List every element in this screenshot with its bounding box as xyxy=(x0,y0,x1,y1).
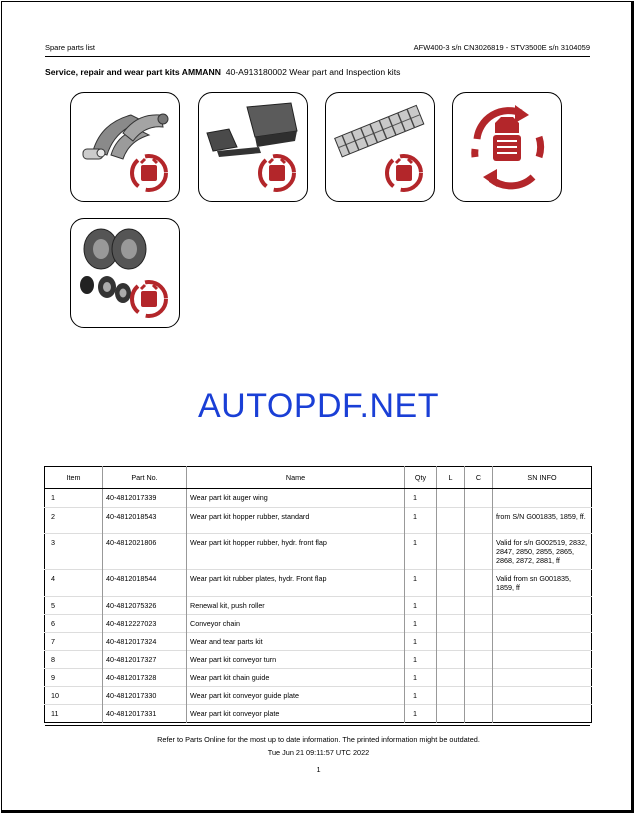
cell-item: 3 xyxy=(45,534,103,570)
machine-serial-label: AFW400-3 s/n CN3026819 - STV3500E s/n 3104059 xyxy=(413,43,590,52)
section-title-kit-number: 40-A913180002 Wear part and Inspection kits xyxy=(225,67,401,77)
cell-sn-info: Valid for s/n G002519, 2832, 2847, 2850, 2855, 2865, 2868, 2872, 2881, ff xyxy=(493,534,592,570)
cell-qty: 1 xyxy=(405,534,437,570)
tile-conveyor-chain[interactable] xyxy=(325,92,435,202)
cell-l xyxy=(437,615,465,633)
cell-c xyxy=(465,570,493,597)
header-l: L xyxy=(437,467,465,489)
section-title-bold: Service, repair and wear part kits AMMANN xyxy=(45,67,221,77)
table-row xyxy=(45,489,592,508)
conveyor-chain-kit-icon xyxy=(326,93,434,201)
cell-item: 10 xyxy=(45,687,103,705)
cell-part-number[interactable]: 40-4812021806 xyxy=(103,534,187,570)
cell-name: Wear part kit conveyor turn xyxy=(187,651,405,669)
table-row xyxy=(45,687,592,705)
header-name: Name xyxy=(187,467,405,489)
page-number: 1 xyxy=(316,765,321,774)
cell-c xyxy=(465,615,493,633)
cell-c xyxy=(465,669,493,687)
footer-timestamp: Tue Jun 21 09:11:57 UTC 2022 xyxy=(267,748,370,757)
cell-item: 8 xyxy=(45,651,103,669)
cell-l xyxy=(437,597,465,615)
cell-item: 11 xyxy=(45,705,103,723)
cell-part-number[interactable]: 40-4812075326 xyxy=(103,597,187,615)
cell-c xyxy=(465,633,493,651)
cell-l xyxy=(437,687,465,705)
cell-c xyxy=(465,508,493,534)
cell-l xyxy=(437,534,465,570)
cell-sn-info xyxy=(493,597,592,615)
cell-qty: 1 xyxy=(405,651,437,669)
watermark-text: AUTOPDF.NET xyxy=(197,387,439,425)
cell-name: Wear part kit hopper rubber, standard xyxy=(187,508,405,534)
cell-qty: 1 xyxy=(405,570,437,597)
cell-qty: 1 xyxy=(405,508,437,534)
section-title xyxy=(45,67,400,77)
cell-item: 6 xyxy=(45,615,103,633)
cell-l xyxy=(437,633,465,651)
cell-sn-info xyxy=(493,705,592,723)
cell-qty: 1 xyxy=(405,489,437,508)
cell-sn-info xyxy=(493,669,592,687)
hopper-rubber-kit-icon xyxy=(199,93,307,201)
cell-name: Wear part kit hopper rubber, hydr. front flap xyxy=(187,534,405,570)
cell-part-number[interactable]: 40-4812017324 xyxy=(103,633,187,651)
cell-name: Wear part kit conveyor plate xyxy=(187,705,405,723)
service-cycle-icon xyxy=(453,93,561,201)
cell-name: Renewal kit, push roller xyxy=(187,597,405,615)
push-roller-kit-icon xyxy=(71,219,179,327)
cell-qty: 1 xyxy=(405,669,437,687)
table-row xyxy=(45,633,592,651)
cell-part-number[interactable]: 40-4812227023 xyxy=(103,615,187,633)
cell-name: Wear part kit rubber plates, hydr. Front flap xyxy=(187,570,405,597)
cell-name: Conveyor chain xyxy=(187,615,405,633)
cell-sn-info xyxy=(493,633,592,651)
document-type-label: Spare parts list xyxy=(45,43,96,52)
footer-note: Refer to Parts Online for the most up to date information. The printed information might be outdated. xyxy=(157,735,480,744)
cell-name: Wear part kit auger wing xyxy=(187,489,405,508)
cell-c xyxy=(465,705,493,723)
cell-part-number[interactable]: 40-4812018544 xyxy=(103,570,187,597)
cell-item: 2 xyxy=(45,508,103,534)
cell-sn-info xyxy=(493,651,592,669)
cell-l xyxy=(437,651,465,669)
header-qty: Qty xyxy=(405,467,437,489)
table-row xyxy=(45,669,592,687)
footer-divider xyxy=(45,725,590,726)
tile-auger-wing[interactable] xyxy=(70,92,180,202)
cell-l xyxy=(437,669,465,687)
cell-l xyxy=(437,705,465,723)
auger-wing-kit-icon xyxy=(71,93,179,201)
cell-item: 5 xyxy=(45,597,103,615)
cell-item: 4 xyxy=(45,570,103,597)
cell-part-number[interactable]: 40-4812018543 xyxy=(103,508,187,534)
cell-qty: 1 xyxy=(405,705,437,723)
cell-name: Wear part kit conveyor guide plate xyxy=(187,687,405,705)
cell-item: 7 xyxy=(45,633,103,651)
cell-sn-info: from S/N G001835, 1859, ff. xyxy=(493,508,592,534)
table-row xyxy=(45,651,592,669)
cell-qty: 1 xyxy=(405,687,437,705)
tile-service-cycle[interactable] xyxy=(452,92,562,202)
tile-push-roller[interactable] xyxy=(70,218,180,328)
header-item: Item xyxy=(45,467,103,489)
table-header-row xyxy=(45,467,592,489)
cell-name: Wear and tear parts kit xyxy=(187,633,405,651)
table-row xyxy=(45,570,592,597)
parts-table xyxy=(44,466,592,723)
cell-part-number[interactable]: 40-4812017339 xyxy=(103,489,187,508)
header-part-number: Part No. xyxy=(103,467,187,489)
cell-sn-info: Valid from sn G001835, 1859, ff xyxy=(493,570,592,597)
cell-l xyxy=(437,508,465,534)
cell-qty: 1 xyxy=(405,633,437,651)
tile-hopper-rubber[interactable] xyxy=(198,92,308,202)
cell-qty: 1 xyxy=(405,597,437,615)
header-c: C xyxy=(465,467,493,489)
cell-c xyxy=(465,534,493,570)
table-row xyxy=(45,615,592,633)
cell-sn-info xyxy=(493,687,592,705)
page-header xyxy=(45,43,590,55)
cell-qty: 1 xyxy=(405,615,437,633)
cell-c xyxy=(465,651,493,669)
cell-c xyxy=(465,489,493,508)
cell-part-number[interactable]: 40-4812017328 xyxy=(103,669,187,687)
cell-l xyxy=(437,489,465,508)
cell-part-number[interactable]: 40-4812017331 xyxy=(103,705,187,723)
cell-item: 1 xyxy=(45,489,103,508)
cell-l xyxy=(437,570,465,597)
header-divider xyxy=(45,56,590,57)
cell-part-number[interactable]: 40-4812017327 xyxy=(103,651,187,669)
cell-c xyxy=(465,687,493,705)
cell-c xyxy=(465,597,493,615)
cell-sn-info xyxy=(493,489,592,508)
cell-sn-info xyxy=(493,615,592,633)
header-sn-info: SN INFO xyxy=(493,467,592,489)
cell-item: 9 xyxy=(45,669,103,687)
cell-part-number[interactable]: 40-4812017330 xyxy=(103,687,187,705)
cell-name: Wear part kit chain guide xyxy=(187,669,405,687)
table-row xyxy=(45,508,592,534)
table-row xyxy=(45,597,592,615)
table-row xyxy=(45,534,592,570)
table-row xyxy=(45,705,592,723)
